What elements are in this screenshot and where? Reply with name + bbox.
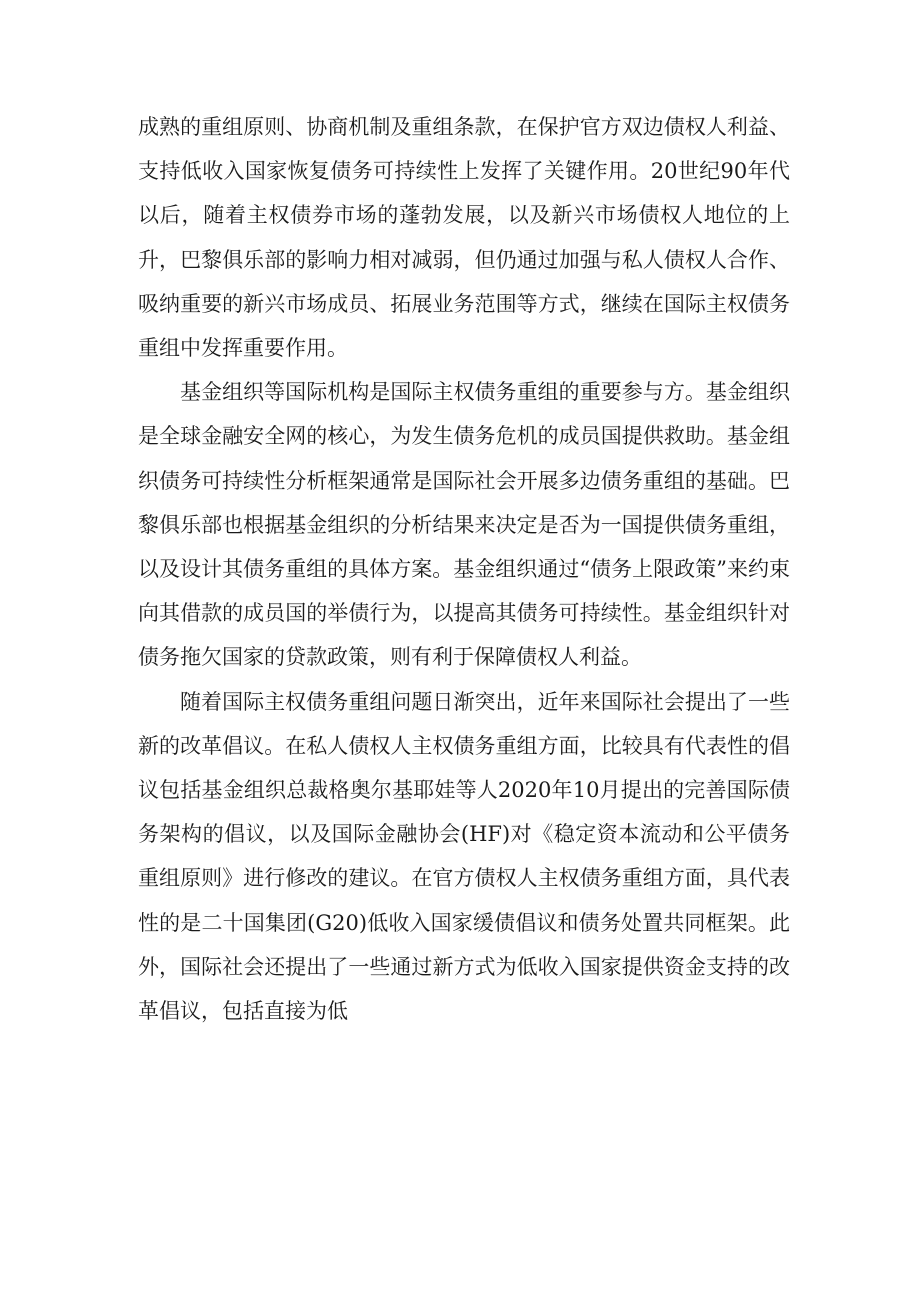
paragraph-2: 基金组织等国际机构是国际主权债务重组的重要参与方。基金组织是全球金融安全网的核心，为发生债务危机的成员国提供救助。基金组织债务可持续性分析框架通常是国际社会开展多边债务重组的基础。巴黎俱乐部也根据基金组织的分析结果来决定是否为一国提供债务重组，以及设计其债务重组的具体方案。基金组织通过“债务上限政策”来约束向其借款的成员国的举债行为，以提高其债务可持续性。基金组织针对债务拖欠国家的贷款政策，则有利于保障债权人利益。	[138, 380, 790, 670]
document-body	[138, 105, 790, 1033]
paragraph-1: 成熟的重组原则、协商机制及重组条款，在保护官方双边债权人利益、支持低收入国家恢复债务可持续性上发挥了关键作用。20世纪90年代以后，随着主权债券市场的蓬勃发展，以及新兴市场债权人地位的上升，巴黎俱乐部的影响力相对减弱，但仍通过加强与私人债权人合作、吸纳重要的新兴市场成员、拓展业务范围等方式，继续在国际主权债务重组中发挥重要作用。	[138, 115, 790, 361]
paragraph-3: 随着国际主权债务重组问题日渐突出，近年来国际社会提出了一些新的改革倡议。在私人债权人主权债务重组方面，比较具有代表性的倡议包括基金组织总裁格奥尔基耶娃等人2020年10月提出的完善国际债务架构的倡议，以及国际金融协会(HF)对《稳定资本流动和公平债务重组原则》进行修改的建议。在官方债权人主权债务重组方面，具代表性的是二十国集团(G20)低收入国家缓债倡议和债务处置共同框架。此外，国际社会还提出了一些通过新方式为低收入国家提供资金支持的改革倡议，包括直接为低	[138, 689, 790, 1024]
